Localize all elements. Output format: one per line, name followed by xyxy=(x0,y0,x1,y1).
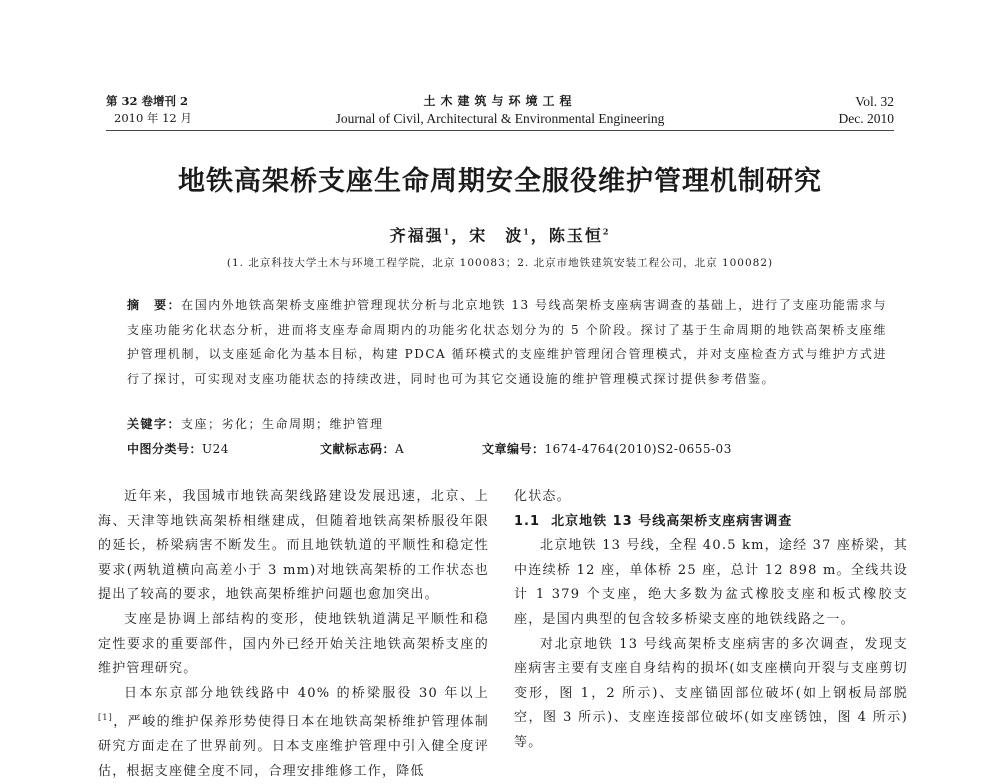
article-value: 1674-4764(2010)S2-0655-03 xyxy=(544,442,732,456)
section-number: 1.1 xyxy=(514,513,541,529)
abstract xyxy=(127,293,887,391)
doc-value: A xyxy=(395,442,405,456)
author-list: 齐福强$^1$，宋 波$^1$，陈玉恒$^2$ xyxy=(389,226,611,245)
article-id xyxy=(482,440,732,457)
paper-title: 地铁高架桥支座生命周期安全服役维护管理机制研究 xyxy=(178,166,822,197)
clc-number xyxy=(127,440,229,457)
paragraph: 支座是协调上部结构的变形，使地铁轨道满足平顺性和稳定性要求的重要部件，国内外已经开始关注地铁高架桥支座的维护管理研究。 xyxy=(98,611,489,677)
volume-cn: 第 32 卷增刊 2 xyxy=(106,94,189,108)
section-title: 北京地铁 13 号线高架桥支座病害调查 xyxy=(551,513,793,529)
body-left-column xyxy=(98,485,489,784)
author-name: 宋 波 xyxy=(469,226,524,245)
keywords-text: 支座；劣化；生命周期；维护管理 xyxy=(181,417,384,431)
journal-name-cn: 土木建筑与环境工程 xyxy=(423,94,577,108)
volume-en: Vol. 32 xyxy=(855,94,894,109)
doc-label: 文献标志码： xyxy=(320,442,396,456)
document-code xyxy=(320,440,404,457)
journal-issue-block xyxy=(839,93,894,127)
article-label: 文章编号： xyxy=(482,442,545,456)
paragraph: 对北京地铁 13 号线高架桥支座病害的多次调查，发现支座病害主要有支座自身结构的损坏(如支座横向开裂与支座剪切变形，图 1，2 所示)、支座锚固部位破坏(如上钢板局部脱空，图 3 所示)、支座连接部位破坏(如支座锈蚀，图 4 所示)等。 xyxy=(514,636,908,750)
section-heading xyxy=(514,510,908,535)
journal-name-block xyxy=(300,93,700,127)
journal-name-en: Journal of Civil, Architectural & Environmental Engineering xyxy=(335,111,665,126)
author-affiliation: (1. 北京科技大学土木与环境工程学院，北京 100083；2. 北京市地铁建筑安装工程公司，北京 100082) xyxy=(226,257,774,269)
paragraph: 近年来，我国城市地铁高架线路建设发展迅速，北京、上海、天津等地铁高架桥相继建成，但随着地铁高架桥服役年限的延长，桥梁病害不断发生。而且地铁轨道的平顺性和稳定性要求(两轨道横向高差小于 3 mm)对地铁高架桥的工作状态也提出了较高的要求，地铁高架桥维护问题也愈加突出。 xyxy=(98,489,489,603)
author-affil-mark: 2 xyxy=(602,226,611,237)
paragraph-text: 日本东京部分地铁线路中 40% 的桥梁服役 30 年以上 xyxy=(124,685,489,701)
paragraph: 北京地铁 13 号线，全程 40.5 km，途经 37 座桥梁，其中连续桥 12 座，单体桥 25 座，总计 12 898 m。全线共设计 1 379 个支座，绝大多数为盆式橡胶支座和板式橡胶支座，是国内典型的包含较多桥梁支座的地铁线路之一。 xyxy=(514,538,908,627)
clc-label: 中图分类号： xyxy=(127,442,203,456)
author-affil-mark: 1 xyxy=(523,226,531,237)
abstract-text: 在国内外地铁高架桥支座维护管理现状分析与北京地铁 13 号线高架桥支座病害调查的基础上，进行了支座功能需求与支座功能劣化状态分析，进而将支座寿命周期内的功能劣化状态划分为的 5 个阶段。探讨了基于生命周期的地铁高架桥支座维护管理机制，以支座延命化为基本目标，构建 PDCA 循环模式的支座维护管理闭合管理模式，并对支座检查方式与维护方式进行了探讨，可实现对支座功能状态的持续改进，同时也可为其它交通设施的维护管理模式探讨提供参考借鉴。 xyxy=(127,298,887,386)
keywords xyxy=(127,415,384,432)
date-en: Dec. 2010 xyxy=(838,111,894,126)
citation-ref: [1] xyxy=(98,713,113,723)
abstract-label: 摘 要： xyxy=(127,298,182,312)
author-affil-mark: 1 xyxy=(443,226,452,237)
header-rule xyxy=(106,130,894,131)
clc-value: U24 xyxy=(202,442,229,456)
paragraph-continuation: 化状态。 xyxy=(514,489,571,504)
journal-volume-block xyxy=(106,93,192,127)
date-cn: 2010 年 12 月 xyxy=(114,111,192,125)
keywords-label: 关键字： xyxy=(127,417,182,431)
body-right-column xyxy=(514,485,908,756)
author-name: 齐福强 xyxy=(389,226,444,245)
paragraph xyxy=(98,682,489,784)
paragraph-text: ，严峻的维护保养形势使得日本在地铁高架桥维护管理体制研究方面走在了世界前列。日本支座维护管理中引入健全度评估，根据支座健全度不同，合理安排维修工作，降低 xyxy=(98,714,489,779)
author-name: 陈玉恒 xyxy=(548,226,603,245)
